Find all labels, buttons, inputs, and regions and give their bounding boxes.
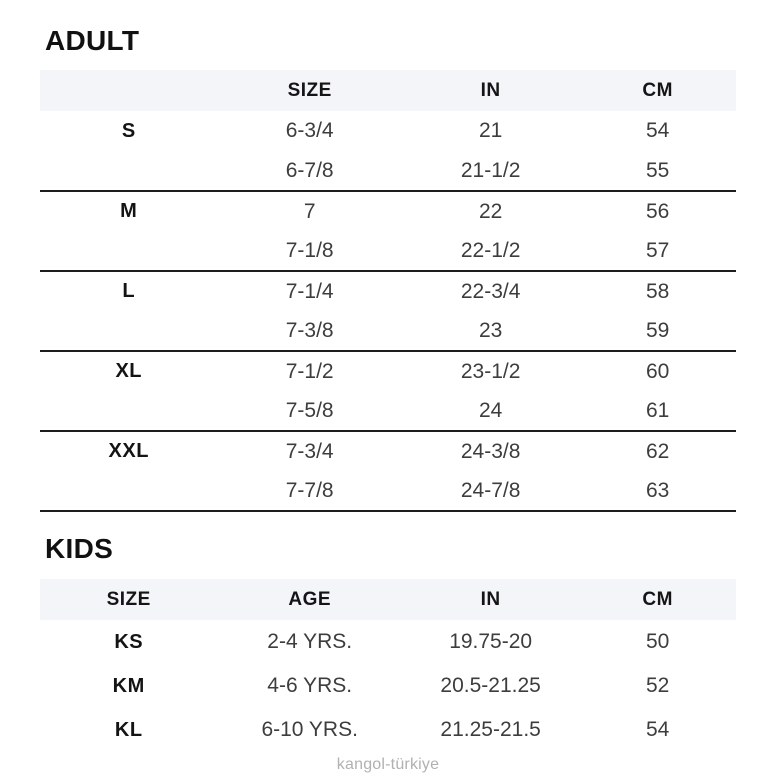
kids-size-table (40, 579, 736, 752)
adult-col-header-size: SIZE (287, 79, 332, 101)
size-group-label (40, 391, 217, 431)
in-value: 22-1/2 (402, 231, 579, 271)
in-value: 19.75-20 (449, 630, 533, 653)
cm-value: 60 (646, 359, 670, 383)
table-row (40, 471, 736, 511)
size-value: 6-3/4 (285, 119, 334, 142)
size-group-label (40, 231, 217, 271)
adult-size-table (40, 70, 736, 512)
adult-col-header-blank (40, 70, 217, 111)
cm-value: 58 (646, 279, 670, 303)
size-group-label (40, 151, 217, 191)
in-value: 21 (478, 119, 503, 142)
table-row (40, 708, 736, 752)
age-value: 4-6 YRS. (267, 674, 353, 697)
size-group-label: L (122, 280, 136, 302)
adult-section-title: ADULT (45, 25, 140, 56)
size-value: 7-1/8 (217, 231, 401, 271)
adult-col-header-in: IN (480, 79, 501, 101)
in-value: 21-1/2 (402, 151, 579, 191)
watermark-text: kangol-türkiye (336, 756, 440, 773)
cm-value: 54 (646, 718, 670, 741)
kids-col-header-cm: CM (642, 588, 673, 610)
kids-size-label: KS (114, 630, 144, 653)
cm-value: 59 (579, 311, 736, 351)
kids-col-header-age: AGE (288, 588, 332, 610)
cm-value: 50 (646, 630, 670, 653)
size-value: 7-7/8 (217, 471, 401, 511)
table-row (40, 151, 736, 191)
size-value: 7-1/2 (285, 359, 334, 383)
cm-value: 56 (646, 199, 670, 223)
in-value: 24 (402, 391, 579, 431)
table-row (40, 111, 736, 151)
table-row (40, 664, 736, 708)
cm-value: 57 (579, 231, 736, 271)
cm-value: 54 (646, 119, 670, 142)
size-value: 6-7/8 (217, 151, 401, 191)
age-value: 6-10 YRS. (261, 718, 358, 741)
adult-col-header-cm: CM (642, 79, 673, 101)
size-group-label: XL (115, 360, 143, 382)
cm-value: 61 (579, 391, 736, 431)
cm-value: 55 (579, 151, 736, 191)
size-group-label: M (120, 200, 138, 222)
in-value: 22 (478, 199, 503, 223)
kids-col-header-size: SIZE (106, 588, 151, 610)
in-value: 21.25-21.5 (440, 718, 541, 741)
in-value: 23-1/2 (460, 359, 521, 383)
in-value: 24-7/8 (402, 471, 579, 511)
size-value: 7-5/8 (217, 391, 401, 431)
in-value: 20.5-21.25 (440, 674, 541, 697)
size-group-label (40, 311, 217, 351)
table-row (40, 620, 736, 664)
table-row (40, 311, 736, 351)
size-value: 7 (303, 199, 316, 223)
table-row (40, 391, 736, 431)
table-row (40, 351, 736, 391)
kids-size-label: KL (114, 718, 143, 741)
in-value: 24-3/8 (460, 439, 521, 463)
in-value: 23 (402, 311, 579, 351)
kids-header-row (40, 579, 736, 620)
size-value: 7-3/4 (285, 439, 334, 463)
size-value: 7-3/8 (217, 311, 401, 351)
kids-section-title: KIDS (45, 533, 114, 564)
size-group-label: XXL (108, 440, 149, 462)
kids-size-label: KM (112, 674, 145, 697)
adult-header-row (40, 70, 736, 111)
size-group-label: S (121, 119, 136, 142)
kids-col-header-in: IN (480, 588, 501, 610)
size-value: 7-1/4 (285, 279, 334, 303)
table-row (40, 271, 736, 311)
cm-value: 52 (646, 674, 670, 697)
table-row (40, 191, 736, 231)
age-value: 2-4 YRS. (267, 630, 353, 653)
cm-value: 62 (646, 439, 670, 463)
table-row (40, 231, 736, 271)
table-row (40, 431, 736, 471)
size-group-label (40, 471, 217, 511)
in-value: 22-3/4 (460, 279, 521, 303)
cm-value: 63 (579, 471, 736, 511)
